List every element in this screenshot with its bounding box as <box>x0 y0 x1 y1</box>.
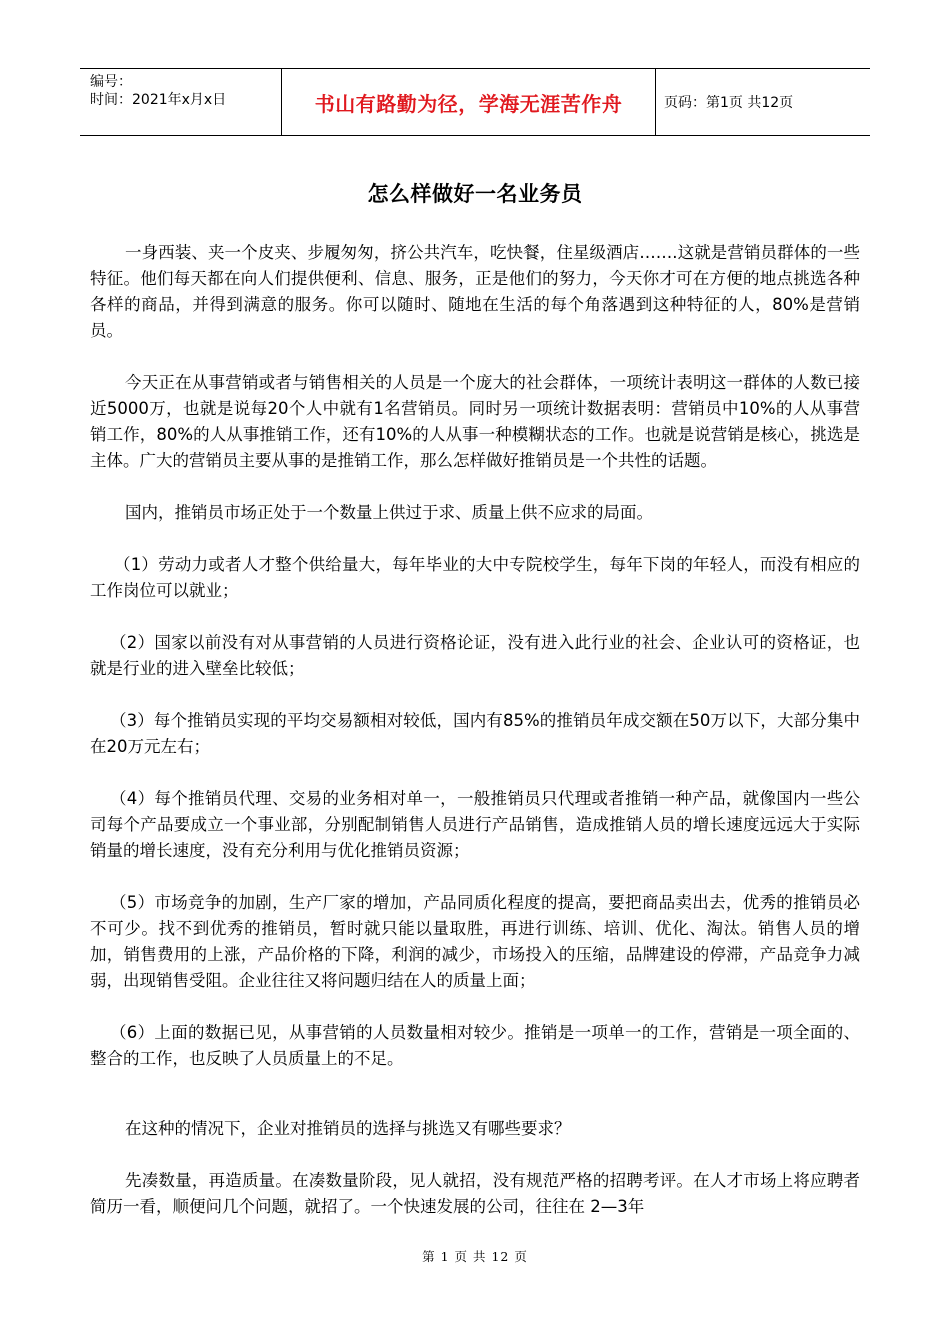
page-header <box>80 68 870 136</box>
header-motto: 书山有路勤为径，学海无涯苦作舟 <box>314 91 623 116</box>
document-body <box>90 240 860 1246</box>
document-number-label: 编号： <box>90 74 132 90</box>
list-item-2: （2）国家以前没有对从事营销的人员进行资格论证，没有进入此行业的社会、企业认可的资格证，也就是行业的进入壁垒比较低； <box>90 633 860 678</box>
header-motto-cell <box>282 69 656 135</box>
list-item-5: （5）市场竞争的加剧，生产厂家的增加，产品同质化程度的提高，要把商品卖出去，优秀的推销员必不可少。找不到优秀的推销员，暂时就只能以量取胜，再进行训练、培训、优化、淘汰。销售人员的增加，销售费用的上涨，产品价格的下降，利润的减少，市场投入的压缩，品牌建设的停滞，产品竞争力减弱，出现销售受阻。企业往往又将问题归结在人的质量上面； <box>90 893 860 990</box>
list-item-3: （3）每个推销员实现的平均交易额相对较低，国内有85%的推销员年成交额在50万以下，大部分集中在20万元左右； <box>90 711 860 756</box>
paragraph-intro: 一身西装、夹一个皮夹、步履匆匆，挤公共汽车，吃快餐，住星级酒店…….这就是营销员群体的一些特征。他们每天都在向人们提供便利、信息、服务，正是他们的努力，今天你才可在方便的地点挑选各种各样的商品，并得到满意的服务。你可以随时、随地在生活的每个角落遇到这种特征的人，80%是营销员。 <box>90 243 860 340</box>
page-footer: 第 1 页 共 12 页 <box>422 1249 528 1264</box>
document-date: 时间：2021年x月x日 <box>90 92 227 108</box>
document-title: 怎么样做好一名业务员 <box>367 182 583 206</box>
paragraph-statistics: 今天正在从事营销或者与销售相关的人员是一个庞大的社会群体，一项统计表明这一群体的人数已接近5000万，也就是说每20个人中就有1名营销员。同时另一项统计数据表明：营销员中10%的人从事营销工作，80%的人从事推销工作，还有10%的人从事一种模糊状态的工作。也就是说营销是核心，挑选是主体。广大的营销员主要从事的是推销工作，那么怎样做好推销员是一个共性的话题。 <box>90 373 860 470</box>
list-item-6: （6）上面的数据已见，从事营销的人员数量相对较少。推销是一项单一的工作，营销是一项全面的、整合的工作，也反映了人员质量上的不足。 <box>90 1023 860 1068</box>
header-page-info: 页码：第1页 共12页 <box>664 95 794 111</box>
list-item-1: （1）劳动力或者人才整个供给量大，每年毕业的大中专院校学生，每年下岗的年轻人，而没有相应的工作岗位可以就业； <box>90 555 860 600</box>
paragraph-question: 在这种的情况下，企业对推销员的选择与挑选又有哪些要求？ <box>125 1119 571 1138</box>
paragraph-market-situation: 国内，推销员市场正处于一个数量上供过于求、质量上供不应求的局面。 <box>125 503 653 522</box>
paragraph-quantity-first: 先凑数量，再造质量。在凑数量阶段，见人就招，没有规范严格的招聘考评。在人才市场上将应聘者简历一看，顺便问几个问题，就招了。一个快速发展的公司，往往在 2—3年 <box>90 1171 860 1216</box>
list-item-4: （4）每个推销员代理、交易的业务相对单一，一般推销员只代理或者推销一种产品，就像国内一些公司每个产品要成立一个事业部，分别配制销售人员进行产品销售，造成推销人员的增长速度远远大于实际销量的增长速度，没有充分利用与优化推销员资源； <box>90 789 860 860</box>
header-meta <box>80 69 282 135</box>
